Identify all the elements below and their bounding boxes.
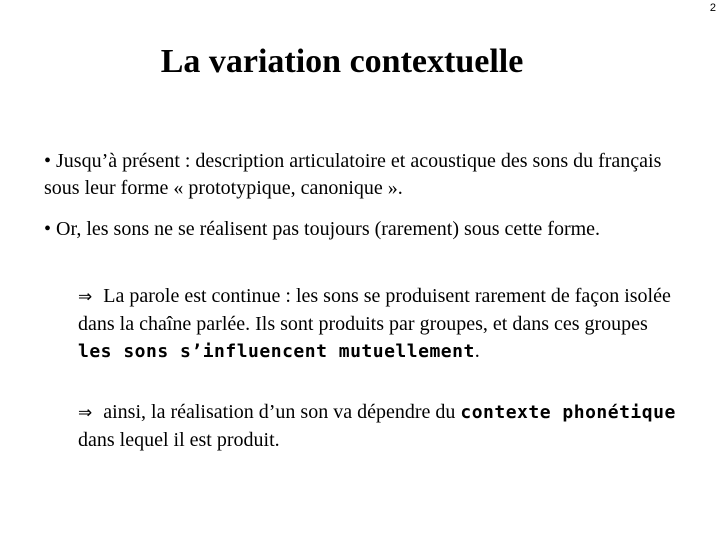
sub-point-text: La parole est continue : les sons se produisent rarement de façon isolée dans la chaîne parlée. Ils sont produits par groupes, et dans ces groupes [78,285,671,335]
slide-title: La variation contextuelle [160,43,524,80]
implies-arrow-icon: ⇒ [78,287,93,307]
bullet-marker: • [44,218,52,240]
sub-point-text-end: dans lequel il est produit. [78,429,280,451]
sub-point-2 [78,399,678,454]
sub-point-1 [78,283,678,365]
bullet-marker: • [44,150,52,172]
sub-point-emphasis: les sons s’influencent mutuellement [78,341,475,362]
bullet-point-1 [44,148,694,202]
implies-arrow-icon: ⇒ [78,403,93,423]
sub-point-text: ainsi, la réalisation d’un son va dépendre du [103,401,461,423]
bullet-point-2 [44,216,694,243]
page-number: 2 [709,2,716,14]
bullet-text: Jusqu’à présent : description articulatoire et acoustique des sons du français sous leur forme « prototypique, canonique ». [44,150,662,199]
sub-point-text-end: . [474,340,480,362]
sub-point-emphasis: contexte phonétique [460,402,676,423]
bullet-text: Or, les sons ne se réalisent pas toujours (rarement) sous cette forme. [56,218,601,240]
